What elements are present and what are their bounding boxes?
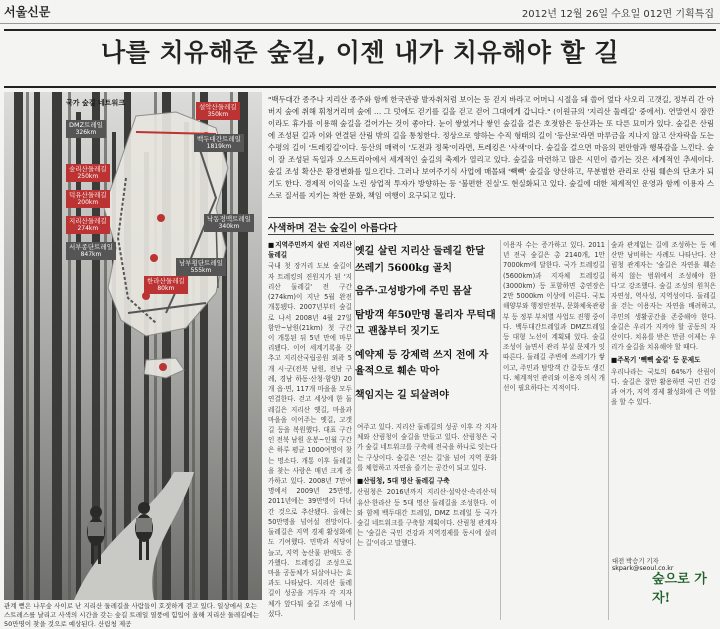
trail-name: 백두대간트레일 [197, 135, 241, 143]
map-label-baekdu [194, 134, 244, 152]
trail-name: 덕유산둘레길 [69, 191, 107, 199]
section-head-forest-service: ■산림청, 5대 명산 둘레길 구축 [357, 477, 450, 486]
trail-name: 숲리산둘레길 [69, 165, 107, 173]
trail-name: 한라산둘레길 [147, 277, 185, 285]
pull-quote-line: 탐방객 年50만명 몰리자 무턱대고 괜찮부터 짓기도 [355, 309, 496, 337]
trail-name: DMZ트레일 [69, 121, 103, 129]
map-label-dmz [66, 120, 106, 138]
section-head-problems: ■주목기 '빽빽 숲길' 등 문제도 [611, 356, 701, 365]
map-label-deogyu [66, 190, 110, 208]
photo-caption: 관계 뻗은 나무숲 사이로 난 지리산 둘레길을 사람들이 호젓하게 걷고 있다. 일상에서 오는 스트레스를 날리고 사색의 시간을 갖는 숲길 트레일 열풍에 힘입어 올해 지리산 둘레길에는 50만명이 찾을 것으로 예상된다. 산림청 제공 [4, 602, 260, 629]
map-label-nambu [176, 258, 226, 276]
body-column-4-text: 숲과 관계없는 길에 조성하는 등 예산만 낭비하는 사례도 나타난다. 산림청 관계자는 '숲길은 자연을 훼손하지 않는 범위에서 조성해야 한다'고 강조했다. 숲길 조성의 원칙은 자연성, 역사성, 지역성이다. 둘레길을 걷는 이용자는 자연을 배려하고, 주민의 생활공간을 존중해야 한다. 숲길은 우리가 지켜야 할 공동의 자산이다. 치유를 받은 만큼 이제는 우리가 숲길을 치유해야 할 때다. [611, 241, 716, 352]
trail-name: 서부종단트레일 [69, 243, 113, 251]
pull-quote [355, 244, 497, 411]
trail-distance: 340km [218, 223, 240, 231]
trail-distance: 555km [190, 267, 212, 275]
byline: 대전 박승기 기자 skpark@seoul.co.kr [612, 558, 674, 572]
map-label-halla [144, 276, 188, 294]
trail-distance: 200km [77, 199, 99, 207]
trail-name: 지리산둘레길 [69, 217, 107, 225]
map-title: 국가 숲길 네트워크 [66, 99, 125, 107]
map-label-songni [66, 164, 110, 182]
campaign-logo: 숲으로 가자! [652, 572, 707, 606]
trail-name: 남부횡단트레일 [179, 259, 223, 267]
column-divider [500, 240, 501, 620]
pull-quote-line: 책임지는 길 되살려야 [355, 389, 449, 401]
trail-network-map [66, 98, 254, 400]
headline-bottom-rule [4, 86, 716, 88]
trail-distance: 350km [207, 111, 229, 119]
forest-photo [4, 92, 262, 600]
body-column-2-text: 여주고 있다. 지리산 둘레길의 성공 이후 각 지자체와 산림청이 숲길을 만들고 있다. 산림청은 국가 숲길 네트워크를 구축해 전국을 하나로 잇는다는 구상이다. 숲길은 '걷는 길'을 넘어 지역 문화를 체험하고 자연을 즐기는 공간이 되고 있다. [357, 423, 497, 472]
body-column-2-text-2: 산림청은 2016년까지 지리산·설악산·속리산·덕유산·한라산 등 5대 명산 둘레길을 조성한다. 이와 함께 백두대간 트레일, DMZ 트레일 등 국가 숲길 네트워크를 구축할 계획이다. 산림청 관계자는 '숲길은 국민 건강과 지역경제를 동시에 살리는 길'이라고 말했다. [357, 488, 497, 548]
headline: 나를 치유해준 숲길, 이젠 내가 치유해야 할 길 [100, 38, 620, 67]
lead-paragraph: "백두대간 종주나 지리산 종주와 함께 한국관광 발자취처럼 보이는 등 걷지 바라고 어머니 시절을 돼 쓸어 엎다 사오리 고갯길, 정부리 간 아버지 숲에 취해 휘청거리며 숲에 … 그 덧에도 걷기를 길을 걷고 걷어 그대에게 갑니다." (이원규의 '지리산 둘레길' 중에서). 연말연시 잠깐이라도 휴가를 이용해 숲길을 걸어가는 것이 좋아다. 눈이 쌓였거나 쌓인 숲길을 걸은 호젓함은 등산과는 또 다른 묘미가 있다. 숲길은 산림에 조성된 길과 이와 연결된 산림 밖의 길을 통칭한다. 정상으로 향하는 수직 형태의 길이 '등산로'라면 마루금을 지나지 않고 산자락을 도는 수평의 길이 '트레킹길'이다. 등산의 매력이 '도전과 정복'이라면, 트레킹은 '사색'이다. 숲길을 걸으면 마음의 편안함과 행복감을 느낀다. 숲이 잘 조성된 독일과 오스트리아에서 세계적인 숲길의 축제가 열리고 있다. 숲길을 마련하고 많은 시민이 즐기는 것은 세계적인 추세이다. 숲길 조성 확산은 환경변화를 일으킨다. 그러나 보여주기식 사업에 매몰돼 '빽빽' 숲길을 양산하고, 무분별한 관리로 산림 훼손의 단초가 되기도 한다. 경제적 이익을 노린 상업적 투자가 방향하는 등 '불편한 진실'도 현실화되고 있다. 숲길에 대한 체계적인 운영과 함께 이용자 스스로 질서를 지키는 착한 문화, 책임 여행이 요구되고 있다. [268, 95, 714, 200]
map-label-jiri [66, 216, 110, 234]
body-column-1-text: 국내 첫 장거리 도보 숲길이자 트레킹의 진원지가 된 '지리산 둘레길' 전 구간(274km)이 지난 5월 완전 개통됐다. 2007년부터 숲길로 나서 2008년 4월 27일 함안~남원(21km) 첫 구간이 개통된 뒤 5년 만에 마무리됐다. 이어 세계기록을 갖추고 지리산국립공원 외곽 5개 시·군(전북 남원, 전남 구례, 경남 하동·산청·함양) 20개 읍·면, 117개 마을을 모두 연결한다. 걷고 세상에 한 둘레길은 지리산 옛길, 마을과 마을을 이어주는 옛길, 고갯길 등을 복원했다. 대표 구간인 전북 남원 운봉~인월 구간은 하루 평균 1000여명이 찾는 명소다. 개통 이후 둘레길을 찾는 사람은 매년 크게 증가하고 있다. 2008년 7만여명에서 2009년 25만명, 2011년에는 39만명이 다녀간 것으로 추산됐다. 올해는 50만명을 넘어설 전망이다. 둘레길은 지역 경제 활성화에도 기여했다. 민박과 식당이 늘고, 지역 농산물 판매도 증가했다. 트레킹길 조성으로 마을 공동체가 되살아나는 효과도 나타났다. 지리산 둘레길이 성공을 거두자 각 지자체가 앞다퉈 숲길 조성에 나섰다. [268, 262, 352, 618]
date-line: 2012년 12월 26일 수요일 012면 기획특집 [521, 9, 714, 20]
pull-quote-line: 음주·고성방가에 주민 몸살 [355, 286, 472, 297]
pull-quote-line: 예약제 등 강제력 쓰지 전에 자율적으로 훼손 막아 [355, 349, 489, 377]
trail-name: 설악산둘레길 [199, 103, 237, 111]
pull-quote-line: 옛길 살린 지리산 둘레길 한달 쓰레기 5600kg 골치 [355, 246, 485, 274]
body-column-4-text-2: 우리나라는 국토의 64%가 산림이다. 숲길은 잘만 활용하면 국민 건강과 여가, 지역 경제 활성화에 큰 역할을 할 수 있다. [611, 367, 716, 407]
body-column-3 [503, 240, 605, 620]
body-column-1 [268, 240, 352, 620]
trail-distance: 326km [75, 129, 97, 137]
trail-distance: 847km [80, 251, 102, 259]
trail-distance: 80km [157, 285, 175, 293]
trail-name: 낙동정맥트레일 [207, 215, 251, 223]
trail-distance: 274km [77, 225, 99, 233]
column-divider [608, 240, 609, 620]
trail-distance: 1819km [206, 143, 232, 151]
paper-name: 서울신문 [4, 5, 51, 19]
trail-distance: 250km [77, 173, 99, 181]
body-column-2 [357, 422, 497, 620]
masthead [0, 0, 720, 24]
map-label-seorak [196, 102, 240, 120]
map-label-seobu [66, 242, 116, 260]
subhead: 사색하며 걷는 숲길이 아름다다 [268, 223, 398, 234]
body-column-3-text: 이용자 수는 증가하고 있다. 2011년 전국 숲길은 총 2140개, 1만 7000km에 달한다. 국가 트레킹길(5600km)과 지자체 트레킹길(3000km) 등 포함하면 총연장은 2만 5000km 이상에 이른다. 국토해양부와 행정안전부, 문화체육관광부 등 정부 부처별 사업도 진행 중이다. 백두대간트레일과 DMZ트레일 등 대형 노선이 계획돼 있다. 숲길 조성이 늘면서 관리 부실 문제가 잇따른다. 둘레길 주변에 쓰레기가 쌓이고, 주민과 탐방객 간 갈등도 생긴다. 체계적인 관리와 이용자 의식 개선이 필요하다는 지적이다. [503, 241, 605, 393]
section-head-jiri: ■지역주민까지 살린 지리산 둘레길 [268, 241, 352, 260]
map-label-nakdong [204, 214, 254, 232]
body-column-4 [611, 240, 716, 565]
